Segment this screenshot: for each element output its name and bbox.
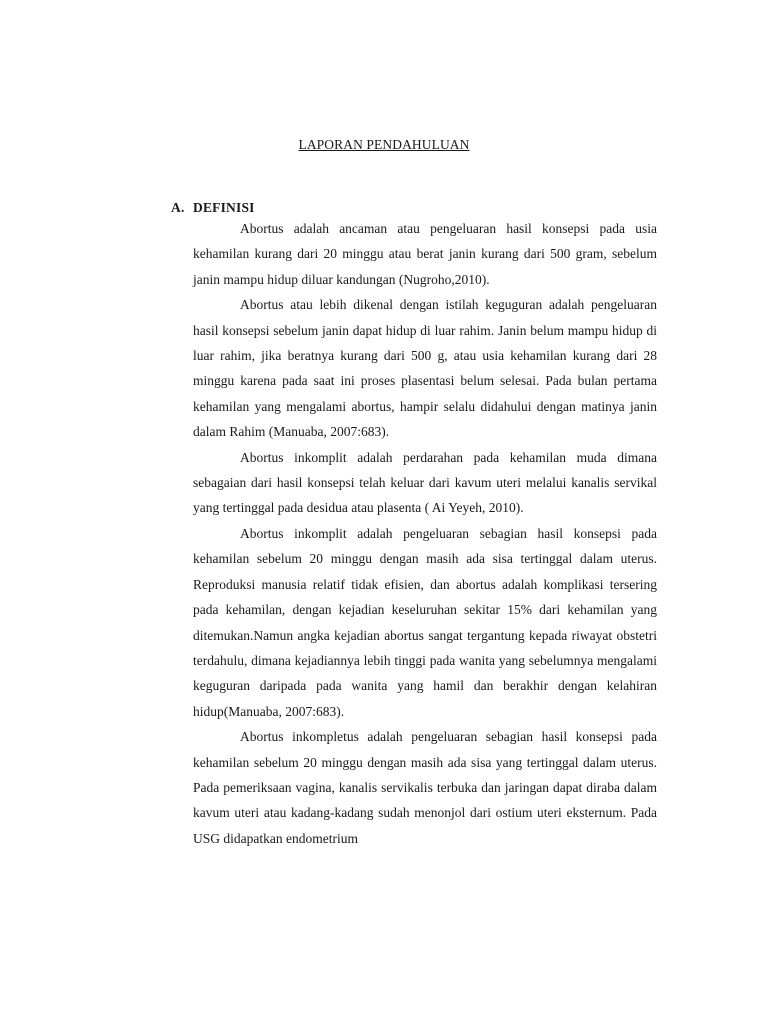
- paragraph-definition: Abortus adalah ancaman atau pengeluaran hasil konsepsi pada usia kehamilan kurang dari 20 minggu atau berat janin kurang dari 500 gram, sebelum janin mampu hidup diluar kandungan (Nugroho,2010).: [193, 221, 657, 287]
- paragraph-keguguran: Abortus atau lebih dikenal dengan istilah keguguran adalah pengeluaran hasil konsepsi sebelum janin dapat hidup di luar rahim. Janin belum mampu hidup di luar rahim, jika beratnya kurang dari 500 g, atau usia kehamilan kurang dari 28 minggu karena pada saat ini proses plasentasi belum selesai. Pada bulan pertama kehamilan yang mengalami abortus, hampir selalu didahului dengan matinya janin dalam Rahim (Manuaba, 2007:683).: [193, 297, 657, 440]
- section-title: DEFINISI: [193, 200, 255, 215]
- paragraph-inkomplit-perdarahan: Abortus inkomplit adalah perdarahan pada kehamilan muda dimana sebagaian dari hasil konsepsi telah keluar dari kavum uteri melalui kanalis servikal yang tertinggal pada desidua atau plasenta ( Ai Yeyeh, 2010).: [193, 449, 657, 516]
- document-title: LAPORAN PENDAHULUAN: [298, 137, 470, 152]
- paragraph-inkomplit-pengeluaran: Abortus inkomplit adalah pengeluaran sebagian hasil konsepsi pada kehamilan sebelum 20 minggu dengan masih ada sisa tertinggal dalam uterus. Reproduksi manusia relatif tidak efisien, dan abortus adalah komplikasi tersering pada kehamilan, dengan kejadian keseluruhan sekitar 15% dari kehamilan yang ditemukan.Namun angka kejadian abortus sangat tergantung kepada riwayat obstetri terdahulu, dimana kejadiannya lebih tinggi pada wanita yang sebelumnya mengalami keguguran daripada pada wanita yang hamil dan berakhir dengan kelahiran hidup(Manuaba, 2007:683).: [193, 525, 657, 719]
- paragraph-inkompletus: Abortus inkompletus adalah pengeluaran sebagian hasil konsepsi pada kehamilan sebelum 20 minggu dengan masih ada sisa yang tertinggal dalam uterus. Pada pemeriksaan vagina, kanalis servikalis terbuka dan jaringan dapat diraba dalam kavum uteri atau kadang-kadang sudah menonjol dari ostium uteri eksternum. Pada USG didapatkan endometrium: [193, 729, 657, 846]
- section-heading: [171, 200, 255, 216]
- section-body: [193, 216, 657, 851]
- section-number: A.: [171, 200, 185, 215]
